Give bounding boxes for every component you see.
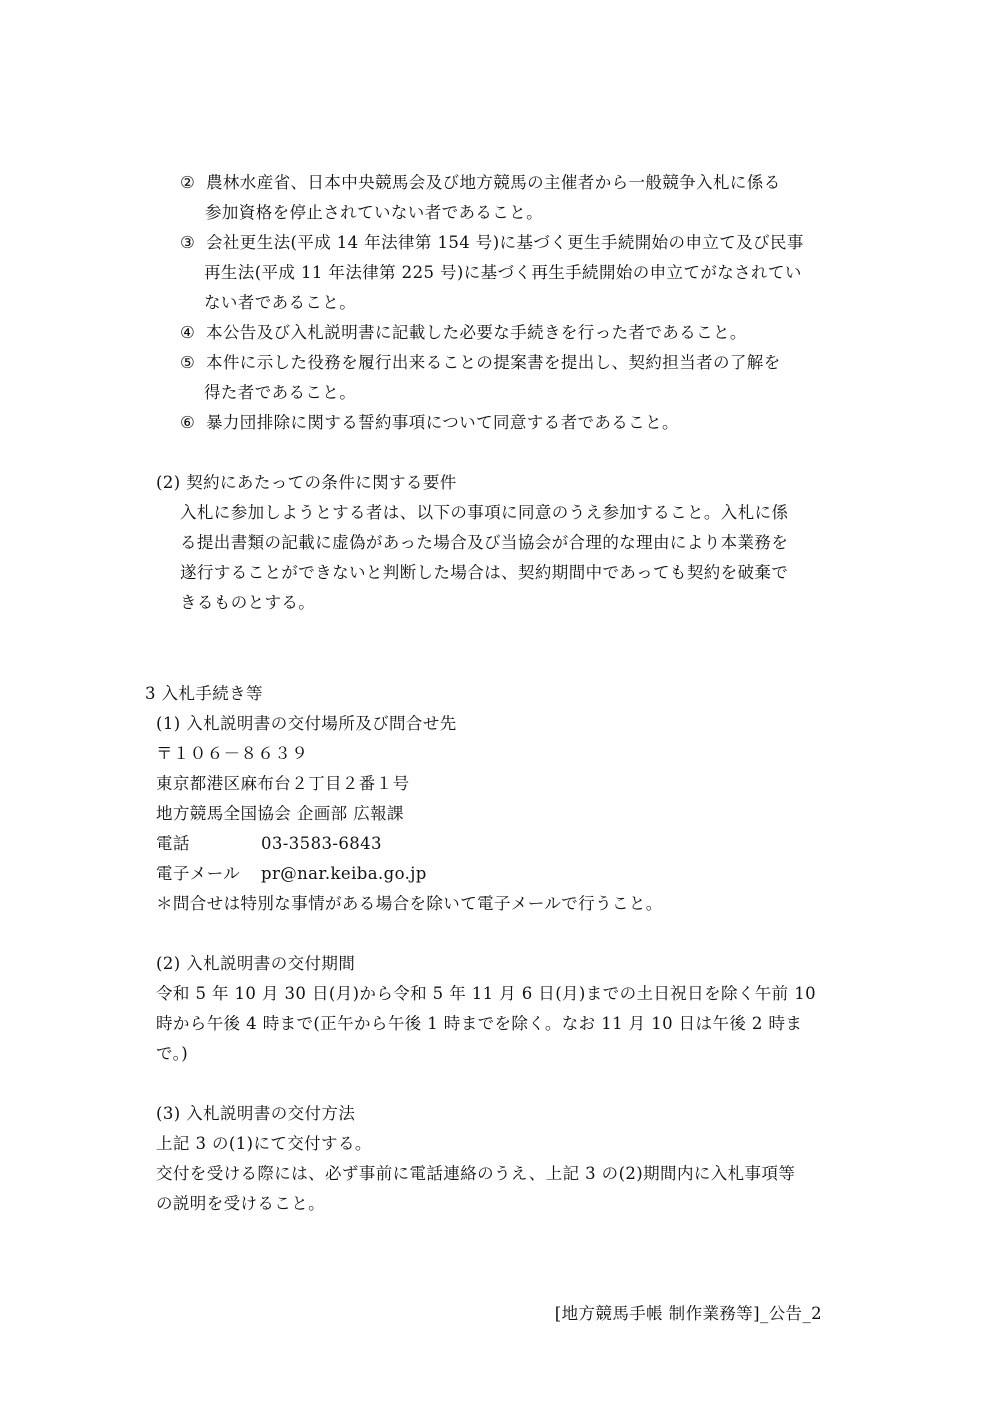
item-text: 参加資格を停止されていない者であること。 [205, 203, 543, 222]
subsection-heading: (2) 契約にあたっての条件に関する要件 [156, 473, 457, 492]
page-footer: [地方競馬手帳 制作業務等]_公告_2 [554, 1304, 822, 1323]
email-row [156, 862, 427, 886]
item-text: 本件に示した役務を履行出来ることの提案書を提出し、契約担当者の了解を [206, 353, 781, 372]
item-text: 会社更生法(平成 14 年法律第 154 号)に基づく更生手続開始の申立て及び民事 [206, 233, 804, 252]
paragraph-line: きるものとする。 [180, 593, 316, 612]
organization: 地方競馬全国協会 企画部 広報課 [156, 804, 404, 823]
paragraph-line: 時から午後 4 時まで(正午から午後 1 時までを除く。なお 11 月 10 日は午後 2 時ま [156, 1014, 803, 1033]
paragraph-line: 遂行することができないと判断した場合は、契約期間中であっても契約を破棄で [180, 563, 789, 582]
phone-number: 03-3583-6843 [261, 834, 382, 853]
paragraph-line: の説明を受けること。 [156, 1194, 325, 1213]
item-text: ない者であること。 [204, 293, 357, 312]
paragraph-line: 上記 3 の(1)にて交付する。 [156, 1134, 372, 1153]
item-text: 再生法(平成 11 年法律第 225 号)に基づく再生手続開始の申立てがなされてい [204, 263, 802, 282]
paragraph-line: で。) [156, 1044, 189, 1063]
email-label: 電子メール [156, 864, 241, 883]
paragraph-line: る提出書類の記載に虚偽があった場合及び当協会が合理的な理由により本業務を [180, 533, 789, 552]
item-marker-2: ② [180, 173, 196, 192]
phone-row [156, 832, 382, 856]
item-text: 得た者であること。 [204, 383, 357, 402]
subsection-heading: (1) 入札説明書の交付場所及び問合せ先 [156, 714, 457, 733]
item-text: 農林水産省、日本中央競馬会及び地方競馬の主催者から一般競争入札に係る [206, 173, 781, 192]
subsection-heading: (2) 入札説明書の交付期間 [156, 954, 356, 973]
address: 東京都港区麻布台２丁目２番１号 [156, 774, 410, 793]
item-marker-6: ⑥ [180, 413, 196, 432]
section-heading: 3 入札手続き等 [145, 684, 263, 703]
paragraph-line: 入札に参加しようとする者は、以下の事項に同意のうえ参加すること。入札に係 [180, 503, 789, 522]
postal-code: 〒１０６－８６３９ [156, 744, 309, 763]
phone-label: 電話 [156, 834, 190, 853]
subsection-heading: (3) 入札説明書の交付方法 [156, 1104, 356, 1123]
contact-note: ＊問合せは特別な事情がある場合を除いて電子メールで行うこと。 [156, 894, 663, 913]
item-text: 暴力団排除に関する誓約事項について同意する者であること。 [206, 413, 679, 432]
email-address: pr@nar.keiba.go.jp [261, 864, 427, 883]
paragraph-line: 交付を受ける際には、必ず事前に電話連絡のうえ、上記 3 の(2)期間内に入札事項等 [156, 1164, 796, 1183]
item-marker-5: ⑤ [180, 353, 196, 372]
item-marker-4: ④ [180, 323, 196, 342]
paragraph-line: 令和 5 年 10 月 30 日(月)から令和 5 年 11 月 6 日(月)までの土日祝日を除く午前 10 [156, 984, 817, 1003]
item-marker-3: ③ [180, 233, 196, 252]
item-text: 本公告及び入札説明書に記載した必要な手続きを行った者であること。 [206, 323, 747, 342]
